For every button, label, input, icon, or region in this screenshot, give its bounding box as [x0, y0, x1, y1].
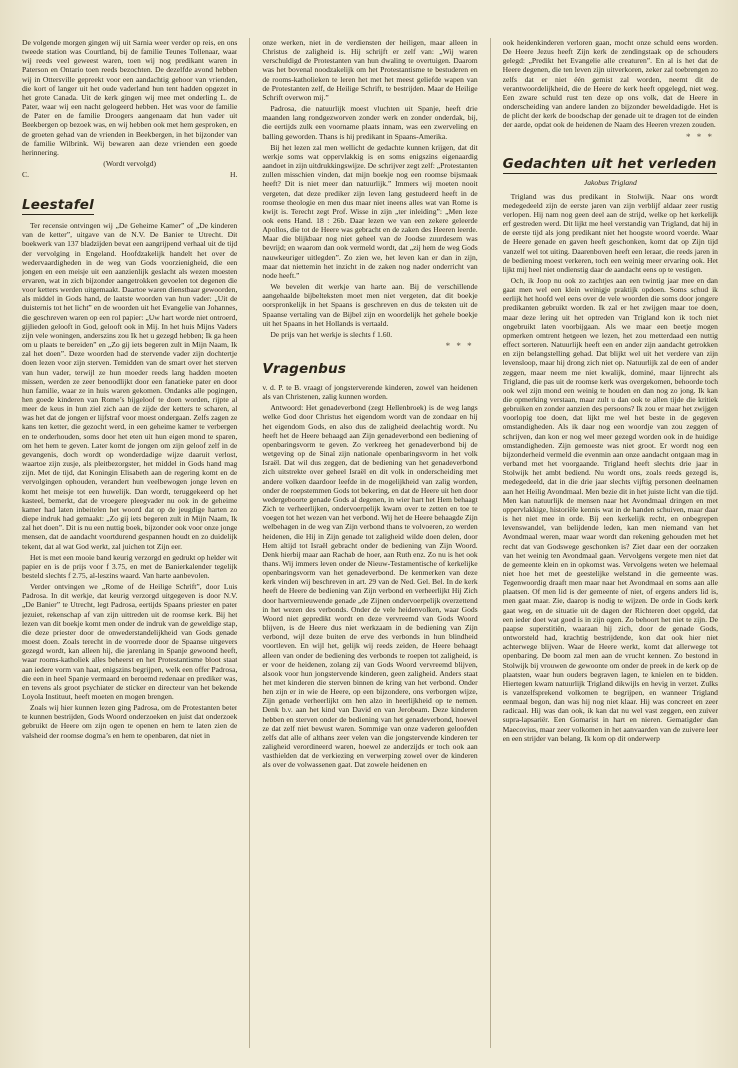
- review-price-paragraph: Het is met een mooie band keurig verzorgd en gedrukt op helder wit papier en is de prijs voor f 3.75, en met de Banierkalender tegelijk besteld slechts f 2.75, al-leszins waard. Van harte aanbevolen.: [22, 552, 238, 580]
- section-heading-leestafel: Leestafel: [22, 197, 94, 214]
- article-subject: Jakobus Trigland: [583, 177, 637, 187]
- initial-left: C.: [22, 170, 29, 180]
- review-paragraph: We bevelen dit werkje van harte aan. Bij de verschillende aangehaalde bijbelteksten moet men niet vergeten, dat dit boekje oorspronkelijk in het Spaans is geschreven en dus de teksten uit de Spaanse vertaling van de Bijbel zijn en woordelijk het gehele boekje uit het Spaans in het Hollands is vertaald.: [262, 282, 478, 328]
- answer-paragraph: ook heidenkinderen verloren gaan, mocht onze schuld eens worden. De Heere Jezus heeft Zijn kerk de zendingstaak op de schouders gelegd: „Predikt het Evangelie alle creaturen”. En al is het dat de Heere degenen, die ten leven zijn uitverkoren, zeker zal toebrengen zo zelfs dat er niet één gemist zal worden, neemt dit de verantwoordelijkheid, die de Heere de kerk heeft opgelegd, niet weg. Een zware schuld rust ten deze op ons volk, dat de Heere in onderscheiding van andere landen zo bijzonder beweldadigde. Het is de plicht der kerk de boodschap der genade uit te dragen tot de einden der aarde, opdat ook de heidenen de Naam des Heeren vrezen zouden.: [502, 38, 718, 130]
- column-left: [22, 38, 237, 1048]
- columns: [22, 38, 718, 1048]
- history-paragraph: Och, ik Joop nu ook zo zachtjes aan een twintig jaar mee en dan gaat men wel een klein weinigje praktijk opdoen. Soms schud ik eerlijk het hoofd wel eens over de vele woorden die soms door jongere predikanten gebruikt worden. Ik zal er het zwijgen maar toe doen, maar deze lering uit het optreden van Trigland kon ik toch niet ongebruikt laten voorbijgaan. Als we maar een beetje mogen opmerken omtrent hetgeen we lezen, het zou metterdaad een nuttig effect sorteren. Natuurlijk heeft een en ander zijn aandacht getrokken en zijn belangstelling gehad. Dat blijkt wel uit het verdere van zijn levensloop, maar hij drong zich niet op. Natuurlijk zal de een of ander zeggen, maar neem me niet kwalijk, dominé, maar lijnrecht als Trigland, die pas uit de roomse kerk was overgekomen, behoorde toch ook wel zijn mond een weinig te houden en dan nog zo jong. Ik kan die opmerking verstaan, maar zult u dan ook te allen tijde die kritiek gebruiken en zonder aanzien des persoons? Ik zou er maar het zwijgen voorlopig toe doen, dat lijkt me wel het beste in de gegeven omstandigheden. Als ik daar nog een woordje van zou zeggen of schrijven, dan kon er nog wel meer gezegd worden ook in de huidige omstandigheden. Zijn gemoeste was niet groot. Er wordt nog een bijzonderheid vermeld die evenmin aan onze aandacht ontgaan mag in verband met het voorgaande. Trigland heeft slechts drie jaar in Stolwijk het ambt bediend. Nu wordt ons, zoals reeds gezegd is, medegedeeld, dat in die drie jaar slechts vijftig personen deelnamen aan het Heilig Avondmaal. Men bezie dit in het juiste licht van die tijd. Men kan natuurlijk de mensen naar het Avondmaal dringen en met oppervlakkige, historiële kennis wat in de handen schuiven, maar daar is het niet mee in orde. Bij een kerkelijk recht, en onbegrepen levenswandel, van belijdende leden, kan men niemand van het Avondmaal weren, maar waar wordt dan rekening gehouden met het recht dat van Godswege geschonken is? Ziet daar een der oorzaken van het weinig ten Avondmaal gaan. Vervolgens vergete men niet dat de gemeente klein en in opkomst was. Vervolgens weten we helemaal niet hoe het met de geestelijke welstand in die gemeente was. Tegenwoordig draaft men maar naar het Avondmaal en soms aan alle plaatsen. Of men lid is der gemeente of niet, of ergens anders lid is, men gaat maar. Zie, daarop is nodig te wijzen. De orde in Gods kerk gaat weg, en de situatie uit de dagen der Richteren doet opgeld, dat een ieder doet wat goed is in zijn ogen. Zo behoort het niet te zijn. De paapse superstitiën, waaraan hij zich, door de genade Gods, ontworsteld had, krachtig bestrijdende, kon dat ook hier niet achterwege blijven. Waar de Heere werkt, komt dat allerwege tot openbaring. De boom zal men aan de vrucht kennen. Zo bestond in Stolwijk bij vrouwen de gewoonte om onder de preek in de kerk op de plaatsten, waar hun ouders begraven lagen, te knielen en te bidden. Hiertegen kwam natuurlijk Trigland dikwijls en hevig in verzet. Zulks is vanzelfsprekend volkomen te begrijpen, en wanneer Trigland eenmaal begon, dan was hij nog niet klaar. Hij was concreet en zeer radicaal. Hij was dan ook, ik kan dat nu wel vast zeggen, een zuiver supra-lapsariër. Een Gomarist in hart en nieren. Gematigder dan Maecovius, maar zeer volkomen in het aanvaarden van de zuivere leer en een strijder van belang. Ik kom op dit onderwerp: [502, 275, 718, 743]
- section-heading-gedachten: Gedachten uit het verleden: [502, 155, 717, 172]
- answer-paragraph: Antwoord: Het genadeverbond (zegt Hellenbroek) is de weg langs welke God door Christus het eigendom wordt van de zondaar en hij het eigendom Gods, en also dus de zaligheid deelachtig wordt. Nu heeft het de Heere behaagd aan Zijn genadeverbond een bediening of openbaringsvorm te geven. Zo verkreeg het genadeverbond bij de wetgeving op de Sinaï zijn nationale openbaringsvorm in het volk Israël. Dat wil dus zeggen, dat de bediening van het genadeverbond zich uitstrekte over geheel Israël en dit volk in onderscheiding met andere volken daardoor leefde in de mogelijkheid van zalig worden, onder de roepstemmen Gods tot bekering, en dat de Heere uit hen door wedergeboorte genade Gods al degenen, in wier hart het Hem behaagt Zich te verheerlijken, ondervoerpelijk kwam over te zetten en toe te voegen tot het wezen van het verbond. Wij het de Heere behaagde Zijn welbehagen in de weg van Zijn verbond thans te volvoeren, zo werden heidenen, die Hij in Zijn genade tot zaligheid wilde doen delen, door Hem altijd tot Israël gebracht onder de bediening van Zijn Woord. Denk hierbij maar aan Rachab de hoer, aan Ruth enz. Zo nu is het ook thans. Wij immers leven onder de Nieuw-Testamentische of kerkelijke openbaringsvorm van het genadeverbond. De kenmerken van deze kerk vinden wij beschreven in art. 29 van de Ned. Gel. Bel. In de kerk heeft de Heere de bediening van Zijn verbond en verheerlijkt Hij Zich door hartvernieuwende genade „de Zijnen ondervoerpelijk overzettend in het wezen des verbonds. Onder de vele heidenvolken, waar Gods Woord niet gepredikt wordt en deze vervreemd van Gods Woord blijven, is de Heere dus niet werkzaam in de bediening van Zijn verbond, wijl deze buiten de erve des verbonds in hun blindheid voortleven. En wijl het, gelijk wij reeds zeiden, de Heere behaagt alleen van onder de bediening des verbonds te roepen tot zaligheid, is er voor de heidenen, zolang zij van Gods Woord vervreemd blijven, alsook voor hun jongstervende kinderen, geen zaligheid. Anders staat het met kinderen die sterven binnen de kring van het verbond. Onder hen zijn er in wie de Heere, op een bijzondere, ons verborgen wijze, Zijn genade verheerlijkt om hen alzo in heerlijkheid op te nemen. Denk b.v. aan het kind van David en van Jerobeam. Deze kinderen hebben en sterven onder de bediening van het genadeverbond, hoewel ze dat zelf niet bewust waren. Sommige van onze vaderen geloofden zelfs dat alle of althans zeer velen van die jongstervende kinderen ter zaligheid verordineerd waren, hoewel ze anderzijds er toch ook aan vasthielden dat de verkiezing en verwerping zowel over de kinderen als over de volwassenen gaat. Dat zowele heidenen en: [262, 403, 478, 770]
- column-divider: [249, 38, 250, 1048]
- column-divider: [490, 38, 491, 1048]
- review-price-paragraph: De prijs van het werkje is slechts f 1.60.: [270, 329, 393, 339]
- section-heading-vragenbus: Vragenbus: [262, 361, 347, 377]
- review-paragraph: Zoals wij hier kunnen lezen ging Padrosa, om de Protestanten beter te kunnen bestrijden, Gods Woord onderzoeken en juist dat onderzoek gebruikt de Heere om zijn ogen te openen en hem te laten zien de valsheid der roomse dogma’s en hem te openbaren, dat niet in: [22, 703, 238, 740]
- initial-right: H.: [229, 170, 238, 180]
- review-paragraph: Padrosa, die natuurlijk moest vluchten uit Spanje, heeft drie maanden lang rondgezworven zonder werk en zonder onderdak, bij, die eertijds zulk een voorname plaats innam, was een zwerveling en balling geworden. Thans is hij predikant in Spaans-Amerika.: [262, 104, 478, 141]
- review-paragraph: onze werken, niet in de verdiensten der heiligen, maar alleen in Christus de zaligheid is. Hij schrijft er zelf van: „Wij waren verschuldigd de Protestanten van hun dwaling te overtuigen. Daarom was het bovenal noodzakelijk om het Protestantisme te bestuderen en de rooms-katholieken te leren het met het meest geliefde wapen van de Protestanten zelf, de Heilige Schrift, te bestrijden. Maar de Heilige Schrift overwon mij.”: [262, 38, 478, 102]
- continued-note: (Wordt vervolgd): [103, 159, 157, 169]
- review-paragraph: Verder ontvingen we „Rome of de Heilige Schrift”, door Luis Padrosa. In dit werkje, dat keurig verzorgd uitgegeven is door N.V. „De Banier” te Utrecht, legt Padrosa, eertijds Spaans priester en pater jezuiet, rekenschap af van zijn uittreden uit de roomse kerk. Bij het lezen van dit boekje komt men onder de indruk van de geweldige stap, die deze priester door de onwederstandelijkheid van Gods genade moest doen. Zoals terecht in de voorrede door de Spaanse uitgevers gezegd wordt, kan alleen hij, die jarenlang in Spanje gewoond heeft, waar rooms-katholiek alles beheerst en het Protestantisme bloot staat aan iedere vorm van haat, enigszins begrijpen, welk een offer Padrosa, die een in heel Spanje vermaard en beroemd redenaar en prediker was, en tevens als groot psychiater de sticker en directeur van het bekende Loyola Instituut, heeft moeten en mogen brengen.: [22, 582, 238, 701]
- column-right: [503, 38, 718, 1048]
- column-middle: [262, 38, 477, 1048]
- review-paragraph: Bij het lezen zal men wellicht de gedachte kunnen krijgen, dat dit werkje soms wat oppervlakkig is en soms enigszins eigenaardig aandoet in zijn uitdrukkingswijze. De schrijver zegt zelf: „Protestanten zullen misschien vinden, dat mijn boekje nog een roomse bijsmaak heeft? Dit is niet meer dan natuurlijk.” Immers wij moeten nooit vergeten, dat deze prediker zijn leven lang gestudeerd heeft in de roomse theologie en men dus maar niet ineens alles wat van Rome is kwijt is. Terecht zegt Prof. Wisse in zijn „ter inleiding”: „Men leze ook eens Hand. 18 : 26b. Daar lezen we van een zekere geleerde Apollos, die tot de Heere was gebracht en de zaken des Heeren leerde. Maar die blijkbaar nog niet geheel van de Joodse zuurdesem was bevrijd; en waarom dan ook vermeld wordt, dat „zij hem de weg Gods nauwkeuriger uitlegden”. Zo zien we, het leven kan er dan in zijn, maar dat niettemin het inzicht in de zaken nog nader onderricht van node heeft.”: [262, 142, 478, 280]
- question-paragraph: v. d. P. te B. vraagt of jongsterverende kinderen, zowel van heidenen als van Christenen, zalig kunnen worden.: [262, 383, 478, 402]
- section-separator-stars: * * *: [445, 341, 474, 351]
- author-initials: [22, 170, 237, 179]
- travel-report-paragraph: De volgende morgen gingen wij uit Sarnia weer verder op reis, en ons tweede station was Courtland, bij de familie Teunes Tollenaar, waar wij reeds veel geweest waren, toen wij nog predikant waren in Paterson en Ontario toen reeds bezochten. De dezelfde avond hebben wij in Ottersville gepreekt voor een aandachtig gehoor van vrienden, die kort of langer uit het oude vaderland hun tent hadden opgezet in het grote Canada. Uit de kerk gingen wij mee met onderling L. de Pater, waar wij een nacht gelogeerd hebben. Het was voor de familie de Pater en de familie Droogers aangenaam dat hun vader uit Beekbergen op bezoek was, en wij hebben ook met hem gesproken, en de groeten gehad van de vrienden in Beekbergen, in het bijzonder van de familie Wilbrink. Wij bewaren aan deze vrienden een goede herinnering.: [22, 38, 238, 157]
- section-separator-stars: * * *: [685, 131, 714, 142]
- review-paragraph: Ter recensie ontvingen wij „De Geheime Kamer” of „De kinderen van de ketter”, uitgave van de N.V. De Banier te Utrecht. Dit boekwerk van 137 bladzijden bevat een aangrijpend verhaal uit de tijd der vervolging in Engeland. Hoofdzakelijk handelt het over de wedervaardigheden in de weg van Gods voorzienigheid, die een jongen en een meisje uit een aanzienlijk geslacht als wezen moesten ervaren, wat in zich bijzonder aangetrokken gevoelen tot degenen die voor ketters werden uitgemaakt. Daartoe waren dienstbaar gewoorden, als middel in Gods hand, de laatste woorden van hun vader: „Uit de duisternis tot het licht” en de woorden uit het Evangelie van Johannes, die geschreven waren op een rol papier: „Uw hart worde niet ontroerd, gijlieden gelooft in God, gelooft ook in Mij. In het huis Mijns Vaders zijn vele woningen, anderszins zou Ik het u gezegd hebben; Ik ga heen om u plaats te bereiden” en „Zo gij iets begeren zult in Mijn Naam, Ik zal het doen”. Deze woorden had de stervende vader zijn dochtertje doen lezen voor zijn sterven. Temidden van de smart over het sterven van hun vader, terwijl ze hun moeder reeds lang hadden moeten missen, werden ze zeer benoodlijkt door een fanatieke pater en door hun familie, waar ze in huis waren gekomen. Ondanks alle pogingen, hen goede kinderen van Rome’s bijgeloof te doen worden, rijpte al meer de keus in hun ziel zich aan de zijde der ketters te scharen, al was het dat de jongen er lijfstraf voor moest ondergaan. Zelfs zagen ze kans ten ketter, die gezocht werd, in een geheime kamer te verbergen en te onderhouden, soms door het eten uit hun eigen mond te sparen, om het hem te geven. Later komt de jongen om zijn geloof zelf in de gevangenis, doch wordt op wonderdadige wijze daaruit verlost, waartoe zijn zusje, als pleitbezorgster, het middel in Gods hand mag zijn. Met de tijd, dat Koningin Elisabeth aan de regering komt en de vervolgingen ophouden, verandert hun veelbewogen jonge leven en komt het meisje tot een huwelijk. Dan wordt, teruggekeerd op het kasteel, bemerkt, dat de vroegere pleegvader nu ook in de geheime kamer had laten inbeitelen het woord dat op de jeugdige harten zo diepe indruk had gemaakt: „Zo gij iets begeren zult in Mijn Naam, Ik zal het doen”. Dit is nu een nuttig boek, bijzonder ook voor onze jonge mensen, dat de aandacht voortdurend gespannen houdt en zo duidelijk tekent, dat al wat God werkt, zal juichen tot Zijn eer.: [22, 221, 238, 551]
- history-paragraph: Trigland was dus predikant in Stolwijk. Naar ons wordt medegedeeld zijn de eerste jaren van zijn verblijf aldaar zeer rustig verlopen. Hij nam nog geen deel aan de strijd, welke op het kerkelijk erf gestreden werd. Dit lijkt me heel verstandig van Trigland, dat hij in de eerste tijd als jong predikant niet het hoogste woord voerde. Waar de Heere genade en gaven heeft geschonken, komt dat op Zijn tijd vanzelf wel tot uiting. Daarenboven heeft een leraar, die reeds jaren in de bediening moest verkeren, toch een weinig meer ervaring ook. Het lijkt mij heel niet ondienstig daar de aandacht eens op te vestigen.: [502, 191, 718, 274]
